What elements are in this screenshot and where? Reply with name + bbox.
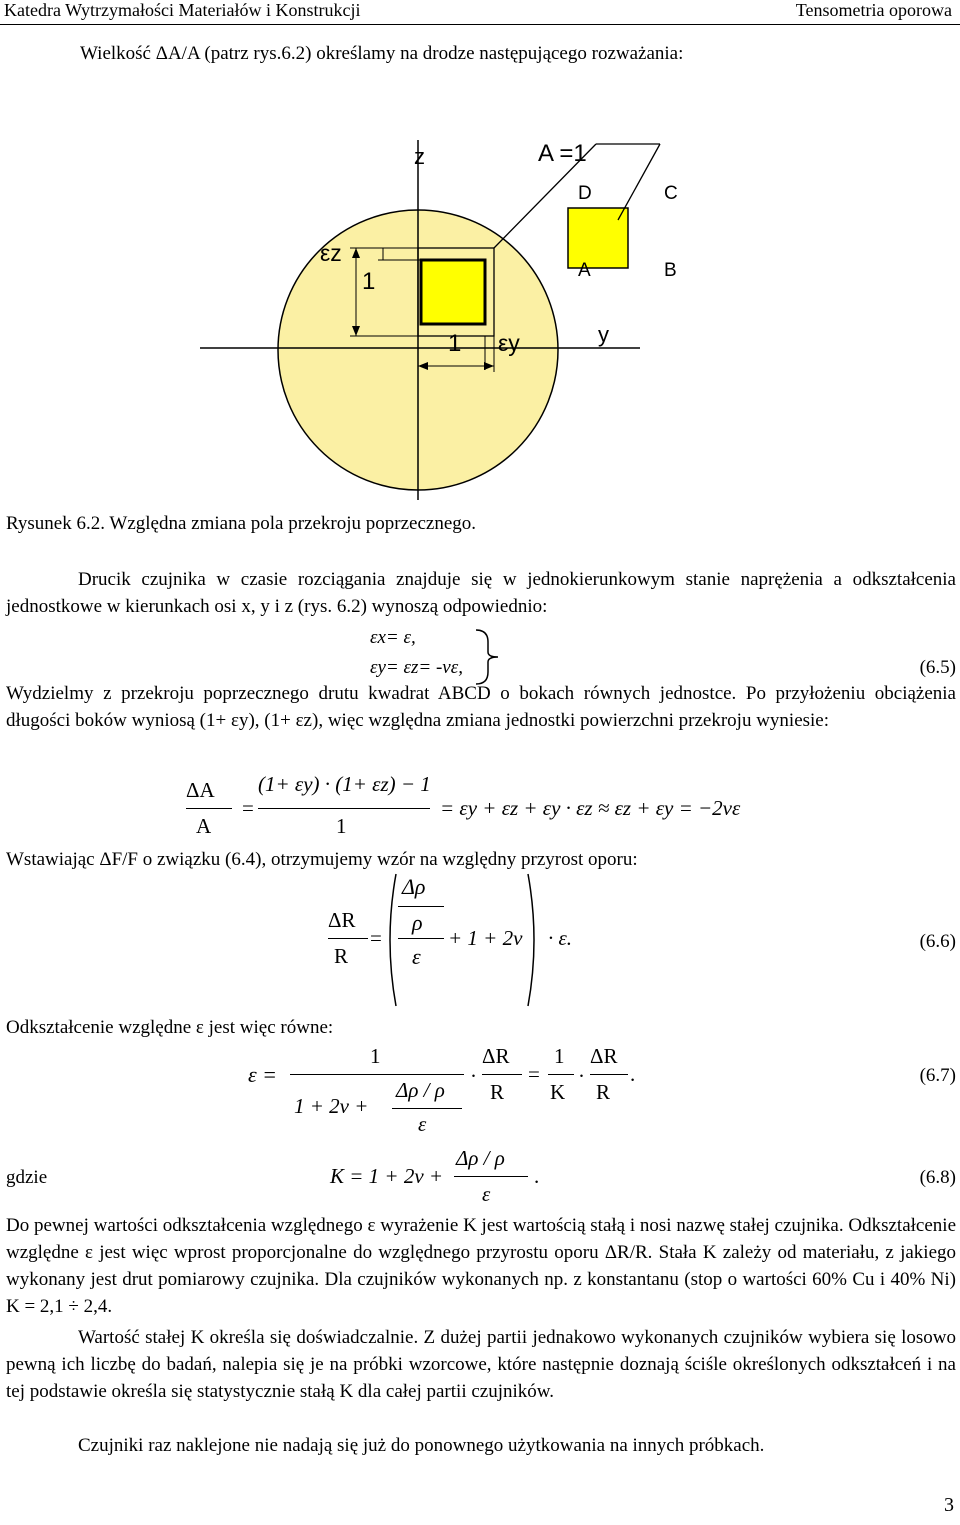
label-c: C <box>664 183 678 204</box>
eq67-k-num: 1 <box>554 1044 565 1068</box>
eq67-k-den: K <box>550 1080 566 1104</box>
label-d: D <box>578 183 592 204</box>
eqA-lhs-num: ΔA <box>186 778 215 802</box>
label-eps-z: εz <box>320 240 342 266</box>
eq67-r-den: R <box>596 1080 611 1104</box>
eqA-rhs: = εy + εz + εy · εz ≈ εz + εy = −2νε <box>440 796 741 820</box>
header-left: Katedra Wytrzymałości Materiałów i Konstrukcji <box>4 0 361 20</box>
eq65-brace <box>470 628 510 686</box>
eq67-den-frac-num: Δρ / ρ <box>396 1078 445 1102</box>
eq67-end: . <box>630 1062 636 1086</box>
eq67-eq: = <box>528 1062 540 1086</box>
eq67-den-frac-den: ε <box>418 1112 427 1136</box>
eq68-label: gdzie <box>6 1167 48 1188</box>
paragraph-3: Wstawiając ΔF/F o związku (6.4), otrzymujemy wzór na względny przyrost oporu: <box>6 849 638 870</box>
eq67-number: (6.7) <box>919 1065 956 1086</box>
eq67-eps: ε = <box>248 1062 278 1087</box>
figure-6-2 <box>0 120 960 510</box>
eq66-after: · ε. <box>548 926 573 950</box>
label-a: A <box>578 260 591 281</box>
eq66-lhs-num: ΔR <box>328 908 356 932</box>
eq65-line1: εx= ε, <box>370 627 416 648</box>
eq67-r-num: ΔR <box>590 1044 618 1068</box>
header-rule <box>0 24 960 25</box>
eq68-end: . <box>534 1164 540 1188</box>
paragraph-2: Wydzielmy z przekroju poprzecznego drutu kwadrat ABCD o bokach równych jednostce. Po przyłożeniu obciążenia długości boków wyniosą (1+ εy), (1+ εz), więc względna zmiana jednostki powierzchni przekroju wyniesie: <box>6 683 956 731</box>
eq67-den-left: 1 + 2ν + <box>294 1094 369 1118</box>
paragraph-7: Czujniki raz naklejone nie nadają się już do ponownego użytkowania na innych próbkach. <box>78 1435 765 1456</box>
intro-text: Wielkość ΔA/A (patrz rys.6.2) określamy na drodze następującego rozważania: <box>80 43 684 64</box>
paragraph-5: Do pewnej wartości odkształcenia względnego ε wyrażenie K jest wartością stałą i nosi nazwę stałej czujnika. Odkształcenie względne ε jest więc wprost proporcjonalne do względnego przyrostu oporu ΔR/R. Stała K zależy od materiału, z jakiego wykonany jest drut pomiarowy czujnika. Dla czujników wykonanych np. z konstantanu (stop o wartości 60% Cu i 40% Ni) K = 2,1 ÷ 2,4. <box>6 1215 956 1317</box>
label-one-vertical: 1 <box>362 268 376 295</box>
eqA-mid-num: (1+ εy) · (1+ εz) − 1 <box>258 772 431 796</box>
eq66-tail: + 1 + 2ν <box>448 926 523 950</box>
paragraph-4: Odkształcenie względne ε jest więc równe: <box>6 1017 334 1038</box>
header-right: Tensometria oporowa <box>795 0 952 20</box>
eq67-one: 1 <box>370 1044 381 1068</box>
eq66-inner-den: ε <box>412 944 421 969</box>
paragraph-1: Drucik czujnika w czasie rozciągania znajduje się w jednokierunkowym stanie naprężenia a odkształcenia jednostkowe w kierunkach osi x, y i z (rys. 6.2) wynoszą odpowiednio: <box>6 569 956 617</box>
eq65-number: (6.5) <box>919 657 956 678</box>
label-z: z <box>414 144 425 169</box>
label-eps-y: εy <box>498 330 520 356</box>
eq66-number: (6.6) <box>919 931 956 952</box>
eq65-line2: εy= εz= -νε, <box>370 657 463 678</box>
eq67-mid-den: R <box>490 1080 505 1104</box>
label-b: B <box>664 260 677 281</box>
paragraph-6: Wartość stałej K określa się doświadczalnie. Z dużej partii jednakowo wykonanych czujników wybiera się losowo pewną ich liczbę do badań, nalepia się je na próbki wzorcowe, które następnie doznają ściśle określonych odkształceń i na tej podstawie określa się statystycznie stałą K dla całej partii czujników. <box>6 1327 956 1402</box>
eqA-lhs-den: A <box>196 814 212 838</box>
eq66-inner-num-top: Δρ <box>402 874 426 899</box>
eq68-frac-den: ε <box>482 1182 491 1206</box>
page-number: 3 <box>944 1494 954 1516</box>
label-y: y <box>598 322 609 347</box>
eq68-lhs: K = 1 + 2ν + <box>330 1164 444 1188</box>
figure-caption: Rysunek 6.2. Względna zmiana pola przekroju poprzecznego. <box>6 513 477 534</box>
label-one-horizontal: 1 <box>448 330 462 357</box>
eq67-mid-num: ΔR <box>482 1044 510 1068</box>
eqA-mid-den: 1 <box>336 814 347 838</box>
unit-square <box>421 260 485 324</box>
eq68-frac-num: Δρ / ρ <box>456 1146 505 1170</box>
eq66-lhs-den: R <box>334 944 349 968</box>
label-a-eq: A =1 <box>538 140 587 167</box>
eq68-number: (6.8) <box>919 1167 956 1188</box>
eq66-inner-num-bot: ρ <box>412 910 423 935</box>
